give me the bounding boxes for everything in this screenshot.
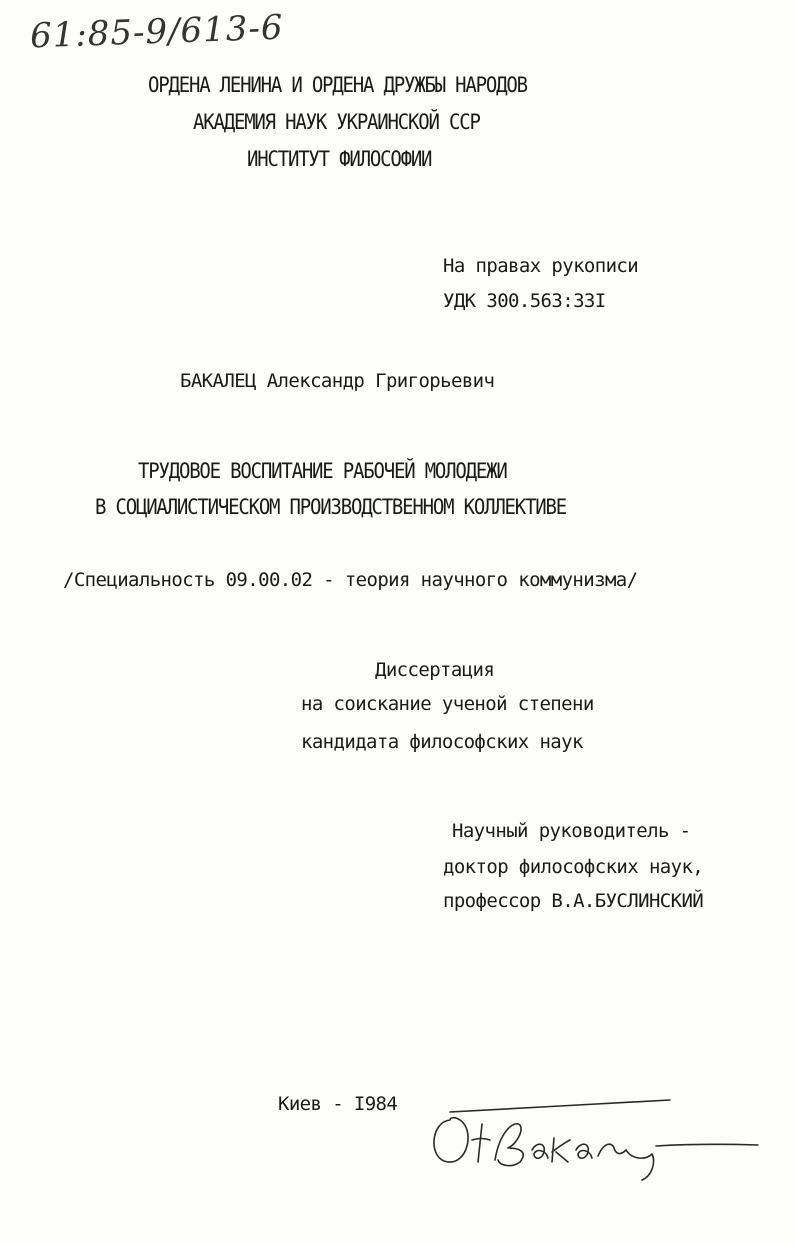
title-line-1: ТРУДОВОЕ ВОСПИТАНИЕ РАБОЧЕЙ МОЛОДЕЖИ [138, 459, 507, 484]
place-and-year: Киев - I984 [278, 1093, 398, 1115]
institution-line-3: ИНСТИТУТ ФИЛОСОФИИ [247, 147, 432, 172]
supervisor-line-3: профессор В.А.БУСЛИНСКИЙ [443, 890, 704, 912]
supervisor-line-2: доктор философских наук, [443, 856, 704, 878]
specialty-line: /Специальность 09.00.02 - теория научного коммунизма/ [63, 569, 638, 591]
author-name: БАКАЛЕЦ Александр Григорьевич [180, 370, 495, 392]
dissertation-line-3: кандидата философских наук [301, 731, 583, 753]
institution-line-1: ОРДЕНА ЛЕНИНА И ОРДЕНА ДРУЖБЫ НАРОДОВ [148, 73, 527, 98]
handwritten-shelfmark: 61:85-9/613-6 [29, 7, 285, 57]
signature-drawing [420, 1090, 760, 1200]
supervisor-line-1: Научный руководитель - [452, 820, 691, 842]
dissertation-line-1: Диссертация [375, 659, 495, 681]
manuscript-rights-note: На правах рукописи [443, 255, 639, 277]
title-line-2: В СОЦИАЛИСТИЧЕСКОМ ПРОИЗВОДСТВЕННОМ КОЛЛЕКТИВЕ [95, 495, 566, 520]
dissertation-line-2: на соискание ученой степени [301, 693, 594, 715]
udc-code: УДК 300.563:33I [443, 290, 606, 312]
handwritten-signature [420, 1090, 760, 1200]
institution-line-2: АКАДЕМИЯ НАУК УКРАИНСКОЙ ССР [193, 110, 480, 135]
